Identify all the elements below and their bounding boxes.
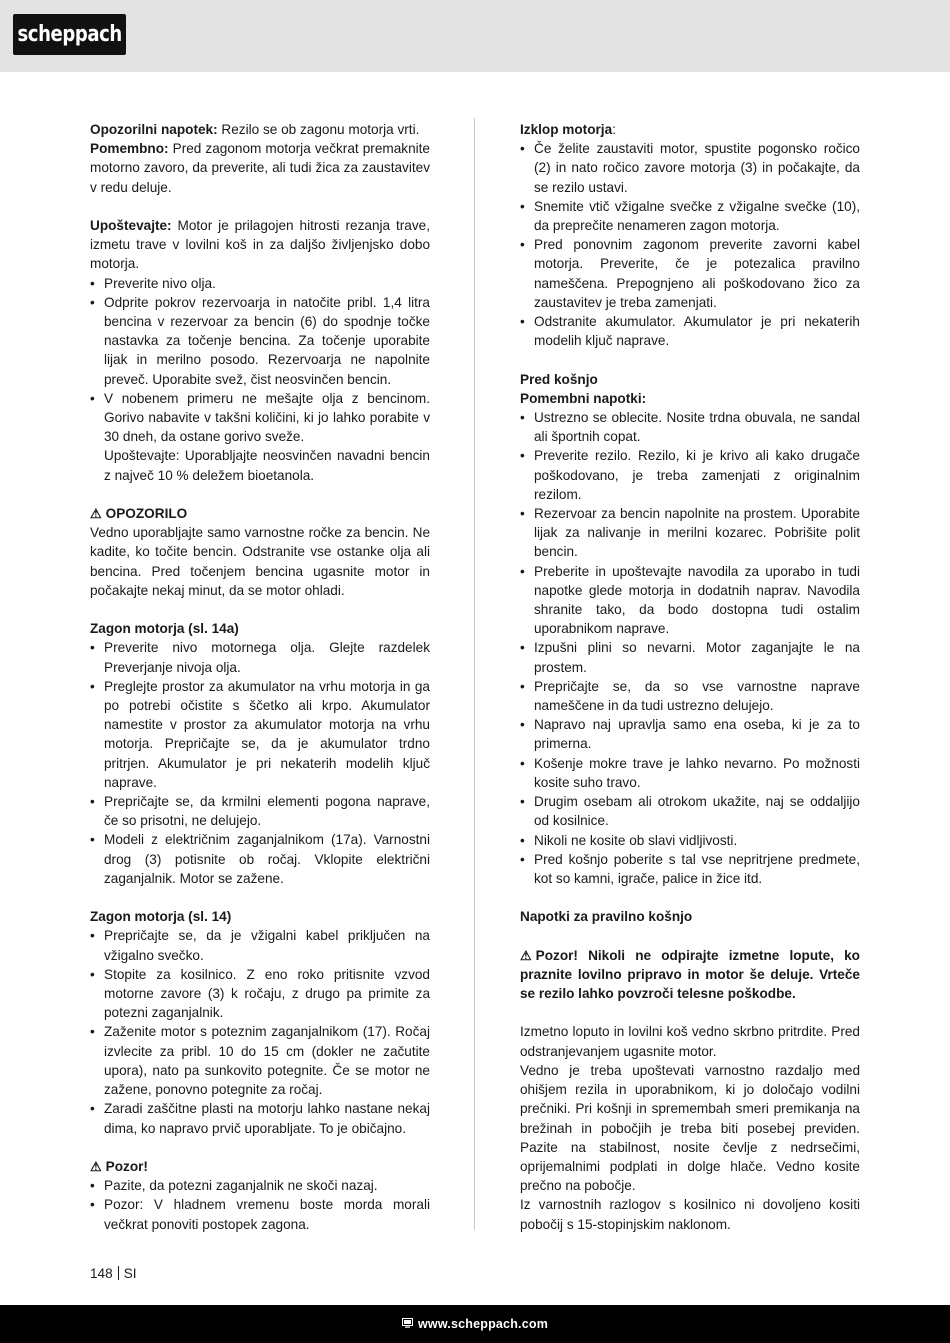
footer-bar xyxy=(0,1305,950,1343)
start-14a-list xyxy=(90,638,430,888)
page-number-value: 148 xyxy=(90,1266,113,1281)
important-text: Pred zagonom motorja večkrat premaknite motorno zavoro, da preverite, ali tudi žica za zaustavitev v redu deluje. xyxy=(90,141,430,195)
list-item: • Rezervoar za bencin napolnite na prostem. Uporabite lijak za nalivanje in merilni kozarec. Pobrišite polit bencin. xyxy=(520,504,860,562)
section-title-start-14a: Zagon motorja (sl. 14a) xyxy=(90,621,239,637)
section-title-mowing-tips: Napotki za pravilno košnjo xyxy=(520,909,693,925)
mowing-paragraph-3: Iz varnostnih razlogov s kosilnico ni dovoljeno kositi pobočij s 15-stopinjskim naklonom. xyxy=(520,1197,860,1232)
list-item: • Pazite, da potezni zaganjalnik ne skoči nazaj. xyxy=(90,1176,430,1195)
list-item: • Modeli z električnim zaganjalnikom (17a). Varnostni drog (3) potisnite ob ročaj. Vklopite električni zaganjalnik. Motor se zažene. xyxy=(90,830,430,888)
list-item: • Prepričajte se, da je vžigalni kabel priključen na vžigalno svečko. xyxy=(90,926,430,964)
list-item: • Nikoli ne kosite ob slavi vidljivosti. xyxy=(520,831,860,850)
list-item: • Preglejte prostor za akumulator na vrhu motorja in ga po potrebi očistite s ščetko ali krpo. Akumulator namestite v prostor za akumulator motorja na vrhu motorja. Prepričajte se, da je akumulator trdno pritrjen. Akumulator je pri nekaterih modelih ključ naprave. xyxy=(90,677,430,792)
warning-heading: ⚠ OPOZORILO xyxy=(90,504,430,523)
mowing-paragraph-1: Izmetno loputo in lovilni koš vedno skrbno pritrdite. Pred odstranjevanjem ugasnite motor. xyxy=(520,1024,860,1059)
logo-text: scheppach xyxy=(17,22,122,47)
stop-list xyxy=(520,139,860,350)
list-item: • Zaradi zaščitne plasti na motorju lahko nastane nekaj dima, ko napravo prvič uporabljate. To je običajno. xyxy=(90,1099,430,1137)
list-item: • Snemite vtič vžigalne svečke z vžigalne svečke (10), da preprečite nenameren zagon motorja. xyxy=(520,197,860,235)
warning-triangle-icon: ⚠ xyxy=(90,506,102,522)
right-column xyxy=(520,120,860,1234)
list-item: • Preverite nivo olja. xyxy=(90,274,430,293)
important-label: Pomembno: xyxy=(90,141,169,157)
list-item: • Odprite pokrov rezervoarja in natočite pribl. 1,4 litra bencina v rezervoar za bencin (6) do spodnje točke nastavka za točenje bencina. Za točenje uporabite lijak in merilno posodo. Rezervoarja ne napolnite preveč. Uporabite svež, čist neosvinčen bencin. xyxy=(90,293,430,389)
section-title-before-mowing: Pred košnjo xyxy=(520,371,598,387)
notice-label: Upoštevajte: xyxy=(90,218,172,233)
scheppach-logo xyxy=(13,14,126,55)
list-item: • Izpušni plini so nevarni. Motor zaganjajte le na prostem. xyxy=(520,638,860,676)
notice-paragraph xyxy=(90,216,430,274)
list-item: • Napravo naj upravlja samo ena oseba, ki je za to primerna. xyxy=(520,715,860,753)
before-mowing-list xyxy=(520,408,860,888)
warning-triangle-icon: ⚠ xyxy=(520,947,532,963)
list-item: • Prepričajte se, da so vse varnostne naprave nameščene in da tudi ustrezno delujejo. xyxy=(520,677,860,715)
caution-heading: ⚠ Pozor! xyxy=(90,1157,430,1176)
header-bar xyxy=(0,0,950,72)
warning-note-paragraph xyxy=(90,120,430,197)
left-column xyxy=(90,120,430,1234)
list-item: • Pozor: V hladnem vremenu boste morda morali večkrat ponoviti postopek zagona. xyxy=(90,1195,430,1233)
caution-list xyxy=(90,1176,430,1234)
warning-text: Vedno uporabljajte samo varnostne ročke za bencin. Ne kadite, ko točite bencin. Odstranite vse ostanke olja ali bencina. Pred točenjem bencina ugasnite motor in počakajte nekaj minut, da se motor ohladi. xyxy=(90,525,430,598)
list-item: • Drugim osebam ali otrokom ukažite, naj se oddaljijo od kosilnice. xyxy=(520,792,860,830)
start-14-list xyxy=(90,926,430,1137)
warning-note-text: Rezilo se ob zagonu motorja vrti. xyxy=(217,122,420,137)
list-item: • Preverite rezilo. Rezilo, ki je krivo ali kako drugače poškodovano, je treba zamenjati z originalnim rezilom. xyxy=(520,446,860,504)
list-item: • Zaženite motor s poteznim zaganjalnikom (17). Ročaj izvlecite za pribl. 10 do 15 cm (dokler ne začutite upora), nato pa sunkovito potegnite. Če se motor ne zažene, ponovno potegnite za ročaj. xyxy=(90,1022,430,1099)
warning-triangle-icon: ⚠ xyxy=(90,1158,102,1174)
page-number xyxy=(90,1266,137,1281)
list-item: • Pred ponovnim zagonom preverite zavorni kabel motorja. Preverite, če je potezalica pravilno nameščena. Prepognjeno ali poškodovano žico za zaustavitev je treba zamenjati. xyxy=(520,235,860,312)
list-item: • Košenje mokre trave je lahko nevarno. Po možnosti kosite suho travo. xyxy=(520,754,860,792)
list-item: • Preberite in upoštevajte navodila za uporabo in tudi napotke glede motorja in dodatnih naprav. Navodila shranite tako, da bodo dostopna tudi ostalim uporabnikom naprave. xyxy=(520,562,860,639)
section-title-stop: Izklop motorja: xyxy=(520,122,616,137)
fuel-list xyxy=(90,274,430,485)
list-item: • Odstranite akumulator. Akumulator je pri nekaterih modelih ključ naprave. xyxy=(520,312,860,350)
list-item: • Ustrezno se oblecite. Nosite trdna obuvala, ne sandal ali športnih copat. xyxy=(520,408,860,446)
section-title-start-14: Zagon motorja (sl. 14) xyxy=(90,909,232,925)
language-code: SI xyxy=(123,1266,137,1281)
list-item: • Prepričajte se, da krmilni elementi pogona naprave, če so prisotni, ne delujejo. xyxy=(90,792,430,830)
list-item: • Stopite za kosilnico. Z eno roko pritisnite vzvod motorne zavore (3) k ročaju, z drugo pa primite za potezni zaganjalnik. xyxy=(90,965,430,1023)
warning-note-label: Opozorilni napotek: xyxy=(90,122,218,137)
important-notes-title: Pomembni napotki: xyxy=(520,390,647,406)
list-item: • Preverite nivo motornega olja. Glejte razdelek Preverjanje nivoja olja. xyxy=(90,638,430,676)
website-link[interactable]: www.scheppach.com xyxy=(417,1317,549,1331)
column-divider xyxy=(474,118,475,1230)
list-item: • V nobenem primeru ne mešajte olja z bencinom. Gorivo nabavite v takšni količini, ki jo lahko porabite v 30 dneh, da ostane gorivo sveže. Upoštevajte: Uporabljajte neosvinčen navadni bencin z največ 10 % deležem bioetanola. xyxy=(90,389,430,485)
list-item: • Če želite zaustaviti motor, spustite pogonsko ročico (2) in nato ročico zavore motorja (3) in počakajte, da se rezilo ustavi. xyxy=(520,139,860,197)
monitor-icon xyxy=(402,1317,413,1331)
page-number-separator xyxy=(118,1266,119,1280)
mowing-warning: ⚠ Pozor! Nikoli ne odpirajte izmetne lopute, ko praznite lovilno pripravo in motor še deluje. Vrteče se rezilo lahko povzroči telesne poškodbe. xyxy=(520,947,860,1002)
list-item: • Pred košnjo poberite s tal vse nepritrjene predmete, kot so kamni, igrače, palice in žice itd. xyxy=(520,850,860,888)
mowing-paragraph-2: Vedno je treba upoštevati varnostno razdaljo med ohišjem rezila in uporabnikom, ki jo določajo vodilni prečniki. Pri košnji in spremembah smeri premikanja na brežinah in pobočjih je treba biti posebej previden. Pazite na stabilnost, nosite čevlje z nedrsečimi, oprijemalnimi podplati in dolge hlače. Vedno kosite prečno na pobočje. xyxy=(520,1062,860,1194)
notice-text: Motor je prilagojen hitrosti rezanja trave, izmetu trave v lovilni koš in za daljšo življenjsko dobo motorja. xyxy=(90,218,430,272)
